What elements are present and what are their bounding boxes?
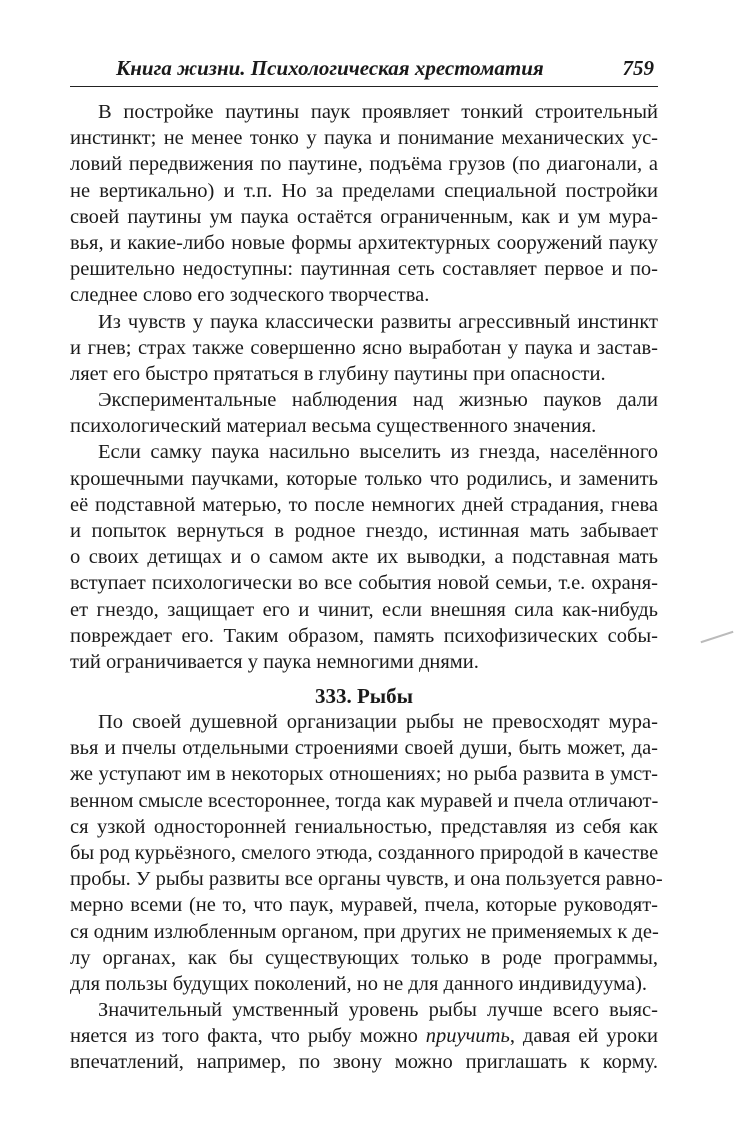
text-run: няется из того факта, что рыбу можно <box>70 1025 426 1048</box>
text-line: инстинкт; не менее тонко у паука и понимание механических ус- <box>70 127 658 150</box>
text-line: По своей душевной организации рыбы не превосходят мура- <box>98 711 658 733</box>
text-line: Значительный умственный уровень рыбы лучше всего выяс- <box>98 999 658 1022</box>
text-line: следнее слово его зодческого творчества. <box>70 284 430 307</box>
text-line: мерно всеми (не то, что паук, муравей, пчела, которые руководят- <box>70 894 658 917</box>
text-line: впечатлений, например, по звону можно приглашать к корму. <box>70 1051 658 1074</box>
text-line: ся узкой односторонней гениальностью, представляя из себя как <box>70 815 658 838</box>
text-line: не вертикально) и т.п. Но за пределами специальной постройки <box>70 179 658 202</box>
text-line: своей паутины ум паука остаётся ограниченным, как и ум мура- <box>70 205 658 228</box>
section-heading: 333. Рыбы <box>314 684 414 708</box>
text-line: для пользы будущих поколений, но не для данного индивидуума). <box>70 972 648 995</box>
text-line: венном смысле всестороннее, тогда как муравей и пчела отличают- <box>70 789 659 812</box>
text-line: вья, и какие-либо новые формы архитектурных сооружений пауку <box>70 231 658 254</box>
text-line: и попыток вернуться в родное гнездо, истинная мать забывает <box>70 520 658 542</box>
text-block-bottom <box>70 709 663 1076</box>
text-line: лу органах, как бы существующих только в роде программы, <box>70 946 658 969</box>
text-run: , давая ей уроки <box>509 1025 658 1048</box>
text-line: Экспериментальные наблюдения над жизнью пауков дали <box>98 389 658 412</box>
text-line: тий ограничивается у паука немногими днями. <box>70 650 479 673</box>
scan-mark <box>701 631 734 643</box>
text-line: ся одним излюбленным органом, при других не применяемых к де- <box>70 920 659 943</box>
text-line: вья и пчелы отдельными строениями своей души, быть может, да- <box>70 737 658 760</box>
text-line: В постройке паутины паук проявляет тонкий строительный <box>98 101 658 123</box>
text-line: бы род курьёзного, смелого этюда, созданного природой в качестве <box>70 841 659 864</box>
text-line: пробы. У рыбы развиты все органы чувств, и она пользуется равно- <box>70 868 663 891</box>
text-line: о своих детищах и о самом акте их выводки, а подставная мать <box>70 546 658 569</box>
text-line: и гнев; страх также совершенно ясно выработан у паука и застав- <box>70 336 658 359</box>
page-number: 759 <box>622 56 654 80</box>
text-line: решительно недоступны: паутинная сеть составляет первое и по- <box>70 258 658 281</box>
italic-word: приучить <box>425 1025 510 1048</box>
text-line: же уступают им в некоторых отношениях; но рыба развита в умст- <box>70 763 658 786</box>
text-line-with-italic <box>70 1023 658 1049</box>
text-line: повреждает его. Таким образом, память психофизических собы- <box>70 624 658 647</box>
text-block-top <box>70 99 658 675</box>
text-line: Из чувств у паука классически развиты агрессивный инстинкт <box>98 310 658 333</box>
text-line: ляет его быстро прятаться в глубину паутины при опасности. <box>70 362 606 385</box>
text-line: психологический материал весьма существенного значения. <box>70 415 597 438</box>
text-line: ловий передвижения по паутине, подъёма грузов (по диагонали, а <box>70 153 658 176</box>
text-line: крошечными паучками, которые только что родились, и заменить <box>70 467 658 490</box>
text-line: вступает психологически во все события новой семьи, т.е. охраня- <box>70 572 658 595</box>
running-title: Книга жизни. Психологическая хрестоматия <box>116 56 544 80</box>
text-line: ет гнездо, защищает его и чинит, если внешняя сила как-нибудь <box>70 598 658 621</box>
text-line: её подставной матерью, то после немногих дней страдания, гнева <box>70 493 658 516</box>
text-line: Если самку паука насильно выселить из гнезда, населённого <box>98 441 658 464</box>
running-header <box>70 52 658 87</box>
